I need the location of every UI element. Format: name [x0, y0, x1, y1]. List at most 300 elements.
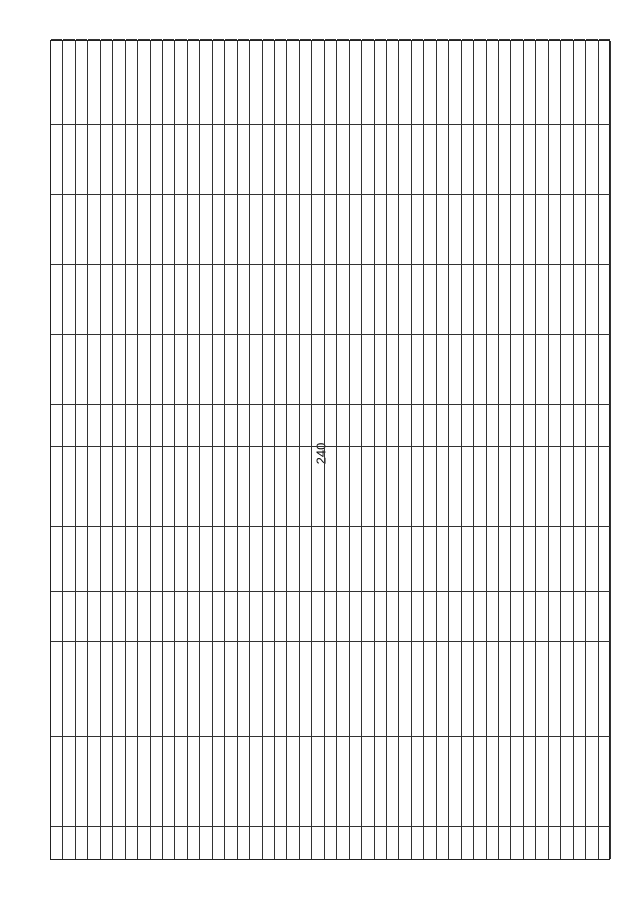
table-row: [337, 41, 349, 859]
page-number: 240: [313, 442, 329, 465]
table-cell: [175, 641, 186, 736]
table-cell: [437, 826, 448, 859]
table-cell: [449, 334, 460, 404]
table-cell: [399, 404, 410, 446]
table-cell: [188, 446, 199, 526]
table-cell: [275, 404, 286, 446]
table-cell: [113, 194, 124, 264]
table-cell: [238, 641, 249, 736]
table-cell: [200, 736, 211, 826]
table-cell: [151, 334, 162, 404]
table-cell: [350, 446, 361, 526]
table-cell: [549, 264, 560, 334]
table-cell: [151, 526, 162, 591]
table-cell: [113, 124, 124, 194]
table-cell: [126, 124, 137, 194]
table-cell: [561, 124, 572, 194]
table-cell: [499, 39, 510, 124]
table-cell: [101, 526, 112, 591]
table-cell: [101, 334, 112, 404]
table-cell: [101, 826, 112, 859]
table-cell: [275, 194, 286, 264]
table-cell: [287, 526, 298, 591]
table-cell: [250, 264, 261, 334]
table-cell: [511, 526, 522, 591]
table-cell: [163, 264, 174, 334]
table-cell: [487, 194, 498, 264]
table-cell: [275, 446, 286, 526]
table-cell: [424, 334, 435, 404]
table-cell: [175, 826, 186, 859]
table-cell: [561, 826, 572, 859]
table-cell: [399, 39, 410, 124]
table-cell: [101, 39, 112, 124]
table-cell: [499, 591, 510, 641]
table-cell: [287, 404, 298, 446]
table-cell: [586, 39, 597, 124]
table-cell: [462, 591, 473, 641]
table-cell: [474, 446, 485, 526]
table-cell: [574, 264, 585, 334]
table-cell: [387, 826, 398, 859]
table-cell: [424, 39, 435, 124]
table-cell: [536, 446, 547, 526]
table-row: [76, 41, 88, 859]
table-cell: [250, 446, 261, 526]
table-cell: [586, 404, 597, 446]
table-cell: [362, 641, 373, 736]
table-cell: [213, 591, 224, 641]
table-cell: [350, 39, 361, 124]
table-cell: [225, 264, 236, 334]
table-cell: [151, 39, 162, 124]
table-row: [188, 41, 200, 859]
table-row: [225, 41, 237, 859]
table-cell: [300, 39, 311, 124]
table-cell: [511, 446, 522, 526]
table-cell: [350, 641, 361, 736]
table-cell: [462, 264, 473, 334]
table-cell: [487, 641, 498, 736]
table-cell: [561, 194, 572, 264]
table-row: [63, 41, 75, 859]
table-cell: [312, 404, 323, 446]
table-cell: [375, 334, 386, 404]
table-cell: [51, 641, 62, 736]
table-cell: [549, 404, 560, 446]
table-row: [300, 41, 312, 859]
table-cell: [287, 39, 298, 124]
table-row: [213, 41, 225, 859]
table-cell: [76, 446, 87, 526]
table-cell: [238, 124, 249, 194]
table-cell: [499, 526, 510, 591]
table-cell: [536, 736, 547, 826]
table-cell: [88, 641, 99, 736]
table-cell: [524, 446, 535, 526]
table-row: [487, 41, 499, 859]
table-cell: [138, 826, 149, 859]
table-cell: [88, 264, 99, 334]
table-cell: [511, 194, 522, 264]
table-cell: [312, 736, 323, 826]
table-cell: [250, 124, 261, 194]
table-cell: [250, 334, 261, 404]
table-cell: [126, 641, 137, 736]
table-row: [250, 41, 262, 859]
table-cell: [238, 194, 249, 264]
table-cell: [263, 736, 274, 826]
table-cell: [599, 124, 610, 194]
table-cell: [325, 264, 336, 334]
table-cell: [399, 526, 410, 591]
table-cell: [449, 124, 460, 194]
table-cell: [375, 446, 386, 526]
table-cell: [76, 404, 87, 446]
table-cell: [101, 736, 112, 826]
table-cell: [188, 736, 199, 826]
table-cell: [300, 334, 311, 404]
table-cell: [63, 194, 74, 264]
table-cell: [487, 526, 498, 591]
table-cell: [325, 446, 336, 526]
table-cell: [337, 39, 348, 124]
table-cell: [424, 526, 435, 591]
table-row: [437, 41, 449, 859]
table-cell: [337, 334, 348, 404]
table-cell: [250, 39, 261, 124]
table-cell: [275, 591, 286, 641]
table-cell: [238, 264, 249, 334]
table-cell: [188, 404, 199, 446]
table-cell: [151, 641, 162, 736]
table-cell: [312, 641, 323, 736]
table-cell: [536, 404, 547, 446]
table-cell: [225, 39, 236, 124]
table-cell: [437, 736, 448, 826]
table-cell: [412, 124, 423, 194]
table-cell: [387, 264, 398, 334]
table-cell: [375, 591, 386, 641]
table-cell: [487, 826, 498, 859]
table-cell: [487, 404, 498, 446]
table-cell: [549, 591, 560, 641]
table-cell: [200, 446, 211, 526]
table-cell: [412, 736, 423, 826]
table-cell: [113, 264, 124, 334]
table-cell: [175, 194, 186, 264]
table-cell: [549, 124, 560, 194]
table-cell: [574, 446, 585, 526]
table-cell: [412, 641, 423, 736]
table-cell: [101, 194, 112, 264]
table-cell: [574, 591, 585, 641]
table-cell: [511, 736, 522, 826]
table-cell: [126, 826, 137, 859]
table-cell: [362, 526, 373, 591]
table-cell: [275, 641, 286, 736]
table-cell: [499, 446, 510, 526]
table-cell: [238, 526, 249, 591]
table-cell: [362, 39, 373, 124]
table-cell: [375, 264, 386, 334]
table-cell: [399, 264, 410, 334]
table-cell: [325, 334, 336, 404]
table-row: [350, 41, 362, 859]
table-row: [399, 41, 411, 859]
table-cell: [126, 446, 137, 526]
table-cell: [462, 526, 473, 591]
table-cell: [524, 591, 535, 641]
table-cell: [337, 404, 348, 446]
table-cell: [561, 334, 572, 404]
table-cell: [200, 124, 211, 194]
table-cell: [163, 736, 174, 826]
table-cell: [437, 194, 448, 264]
table-cell: [163, 404, 174, 446]
table-cell: [263, 264, 274, 334]
table-cell: [474, 334, 485, 404]
table-cell: [151, 194, 162, 264]
table-cell: [300, 446, 311, 526]
table-cell: [561, 264, 572, 334]
table-cell: [76, 526, 87, 591]
table-cell: [63, 264, 74, 334]
table-cell: [275, 334, 286, 404]
table-cell: [225, 736, 236, 826]
table-cell: [586, 194, 597, 264]
table-cell: [51, 334, 62, 404]
table-cell: [263, 826, 274, 859]
table-cell: [88, 194, 99, 264]
table-cell: [138, 194, 149, 264]
table-cell: [561, 404, 572, 446]
table-cell: [188, 826, 199, 859]
table-cell: [200, 334, 211, 404]
table-cell: [474, 736, 485, 826]
table-cell: [387, 404, 398, 446]
table-cell: [399, 124, 410, 194]
table-cell: [511, 404, 522, 446]
table-cell: [101, 124, 112, 194]
table-row: [163, 41, 175, 859]
table-cell: [250, 826, 261, 859]
table-cell: [449, 826, 460, 859]
table-cell: [200, 264, 211, 334]
table-cell: [549, 446, 560, 526]
table-cell: [511, 641, 522, 736]
table-cell: [524, 194, 535, 264]
table-cell: [63, 526, 74, 591]
table-cell: [200, 194, 211, 264]
table-cell: [574, 826, 585, 859]
table-row: [499, 41, 511, 859]
table-cell: [362, 446, 373, 526]
table-cell: [437, 264, 448, 334]
table-cell: [474, 826, 485, 859]
table-cell: [300, 591, 311, 641]
table-cell: [437, 446, 448, 526]
table-cell: [175, 404, 186, 446]
table-cell: [76, 826, 87, 859]
table-cell: [387, 446, 398, 526]
table-cell: [462, 641, 473, 736]
table-cell: [51, 39, 62, 124]
table-cell: [250, 404, 261, 446]
table-cell: [263, 124, 274, 194]
table-cell: [138, 446, 149, 526]
table-cell: [113, 39, 124, 124]
table-cell: [76, 334, 87, 404]
table-cell: [487, 591, 498, 641]
table-cell: [412, 526, 423, 591]
table-cell: [312, 826, 323, 859]
table-cell: [462, 404, 473, 446]
table-cell: [51, 736, 62, 826]
table-cell: [599, 334, 610, 404]
table-cell: [362, 194, 373, 264]
table-cell: [101, 446, 112, 526]
table-cell: [325, 591, 336, 641]
table-cell: [175, 264, 186, 334]
table-cell: [387, 591, 398, 641]
table-cell: [536, 526, 547, 591]
table-cell: [312, 334, 323, 404]
table-cell: [138, 264, 149, 334]
table-row: [524, 41, 536, 859]
table-row: [586, 41, 598, 859]
table-cell: [126, 194, 137, 264]
table-cell: [511, 826, 522, 859]
table-cell: [499, 641, 510, 736]
table-cell: [499, 404, 510, 446]
table-cell: [536, 39, 547, 124]
table-cell: [312, 526, 323, 591]
table-row: [138, 41, 150, 859]
table-cell: [599, 591, 610, 641]
table-cell: [536, 334, 547, 404]
table-cell: [238, 404, 249, 446]
table-cell: [101, 591, 112, 641]
table-row: [387, 41, 399, 859]
table-cell: [449, 736, 460, 826]
table-cell: [76, 591, 87, 641]
table-cell: [213, 39, 224, 124]
table-cell: [238, 736, 249, 826]
table-cell: [250, 526, 261, 591]
table-cell: [574, 194, 585, 264]
table-cell: [449, 591, 460, 641]
table-cell: [113, 826, 124, 859]
table-cell: [549, 641, 560, 736]
table-cell: [449, 39, 460, 124]
table-cell: [586, 264, 597, 334]
table-cell: [275, 526, 286, 591]
table-cell: [126, 39, 137, 124]
table-cell: [287, 591, 298, 641]
table-cell: [561, 446, 572, 526]
table-cell: [275, 124, 286, 194]
table-cell: [312, 446, 323, 526]
table-cell: [188, 39, 199, 124]
table-cell: [412, 404, 423, 446]
table-cell: [412, 446, 423, 526]
table-row: [126, 41, 138, 859]
table-cell: [511, 591, 522, 641]
table-cell: [462, 334, 473, 404]
table-cell: [138, 334, 149, 404]
table-cell: [200, 591, 211, 641]
table-cell: [275, 736, 286, 826]
table-cell: [487, 39, 498, 124]
table-cell: [287, 264, 298, 334]
table-cell: [76, 641, 87, 736]
table-cell: [263, 194, 274, 264]
table-row: [175, 41, 187, 859]
table-cell: [138, 641, 149, 736]
table-cell: [213, 194, 224, 264]
table-cell: [175, 124, 186, 194]
table-cell: [474, 641, 485, 736]
table-cell: [375, 39, 386, 124]
table-cell: [101, 264, 112, 334]
table-cell: [213, 404, 224, 446]
table-cell: [188, 526, 199, 591]
table-cell: [549, 826, 560, 859]
table-cell: [287, 641, 298, 736]
table-cell: [561, 526, 572, 591]
table-cell: [138, 124, 149, 194]
table-cell: [511, 334, 522, 404]
table-cell: [312, 124, 323, 194]
table-cell: [263, 334, 274, 404]
table-cell: [574, 736, 585, 826]
table-cell: [462, 736, 473, 826]
table-cell: [300, 826, 311, 859]
table-row: [599, 41, 611, 859]
table-cell: [586, 526, 597, 591]
table-cell: [586, 641, 597, 736]
table-cell: [375, 404, 386, 446]
table-cell: [524, 334, 535, 404]
table-row: [375, 41, 387, 859]
table-cell: [599, 264, 610, 334]
table-cell: [175, 334, 186, 404]
table-cell: [113, 641, 124, 736]
table-cell: [200, 641, 211, 736]
table-cell: [437, 39, 448, 124]
table-cell: [524, 124, 535, 194]
table-cell: [524, 641, 535, 736]
table-cell: [88, 826, 99, 859]
table-cell: [350, 264, 361, 334]
table-cell: [362, 124, 373, 194]
table-cell: [126, 264, 137, 334]
table-cell: [462, 446, 473, 526]
table-cell: [126, 736, 137, 826]
table-cell: [325, 194, 336, 264]
table-cell: [524, 826, 535, 859]
table-cell: [536, 826, 547, 859]
table-cell: [561, 591, 572, 641]
table-cell: [362, 591, 373, 641]
table-row: [275, 41, 287, 859]
table-cell: [63, 124, 74, 194]
table-cell: [350, 736, 361, 826]
table-cell: [238, 591, 249, 641]
table-cell: [88, 591, 99, 641]
table-cell: [325, 641, 336, 736]
